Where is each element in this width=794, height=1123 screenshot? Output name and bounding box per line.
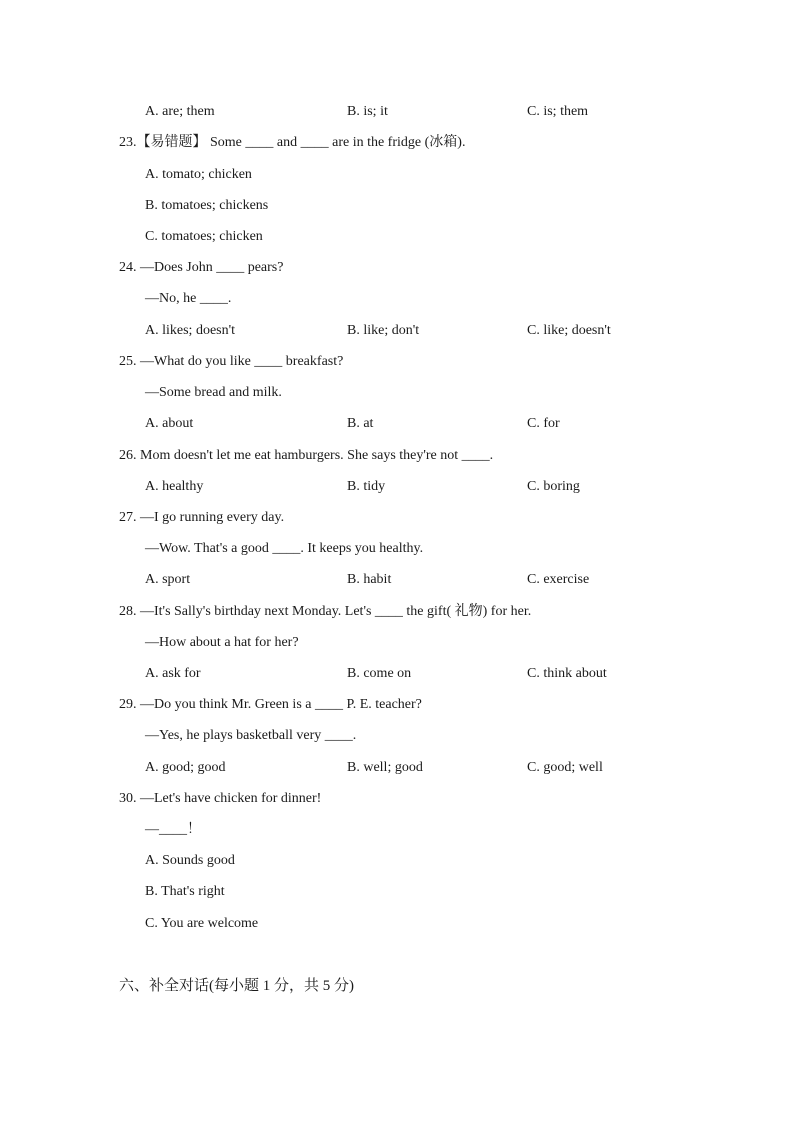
q26-option-b: B. tidy — [347, 479, 386, 494]
q26-option-c: C. boring — [527, 479, 580, 494]
q25-option-a: A. about — [145, 416, 194, 431]
q27-reply: —Wow. That's a good ____. It keeps you healthy. — [145, 541, 424, 556]
q26-option-a: A. healthy — [145, 479, 204, 494]
q22-option-b: B. is; it — [347, 104, 388, 119]
q30-reply: —____！ — [145, 822, 201, 837]
q25-stem: 25. —What do you like ____ breakfast? — [119, 354, 344, 369]
q22-option-c: C. is; them — [527, 104, 589, 119]
q23-option-c: C. tomatoes; chicken — [145, 229, 263, 244]
q22-option-a: A. are; them — [145, 104, 215, 119]
q23-option-b: B. tomatoes; chickens — [145, 198, 269, 213]
section-title: 六、补全对话(每小题 1 分，共 5 分) — [119, 978, 354, 994]
q25-reply: —Some bread and milk. — [145, 385, 282, 400]
q24-option-b: B. like; don't — [347, 323, 420, 338]
q27-option-b: B. habit — [347, 572, 392, 587]
q29-option-b: B. well; good — [347, 760, 423, 775]
q24-reply: —No, he ____. — [145, 291, 232, 306]
q30-stem: 30. —Let's have chicken for dinner! — [119, 791, 322, 806]
q27-option-a: A. sport — [145, 572, 191, 587]
q25-option-c: C. for — [527, 416, 560, 431]
q23-stem: 23.【易错题】 Some ____ and ____ are in the fridge (冰箱). — [119, 135, 466, 150]
q23-option-a: A. tomato; chicken — [145, 167, 252, 182]
q28-stem: 28. —It's Sally's birthday next Monday. Let's ____ the gift( 礼物) for her. — [119, 604, 532, 619]
q30-option-c: C. You are welcome — [145, 916, 259, 931]
q24-option-c: C. like; doesn't — [527, 323, 611, 338]
q29-stem: 29. —Do you think Mr. Green is a ____ P. E. teacher? — [119, 697, 422, 712]
q28-reply: —How about a hat for her? — [145, 635, 299, 650]
q28-option-c: C. think about — [527, 666, 607, 681]
q27-stem: 27. —I go running every day. — [119, 510, 285, 525]
q29-option-c: C. good; well — [527, 760, 603, 775]
q26-stem: 26. Mom doesn't let me eat hamburgers. She says they're not ____. — [119, 448, 494, 463]
q28-option-b: B. come on — [347, 666, 412, 681]
q24-option-a: A. likes; doesn't — [145, 323, 236, 338]
q24-stem: 24. —Does John ____ pears? — [119, 260, 284, 275]
q29-reply: —Yes, he plays basketball very ____. — [145, 728, 357, 743]
q25-option-b: B. at — [347, 416, 374, 431]
q30-option-b: B. That's right — [145, 884, 225, 899]
q28-option-a: A. ask for — [145, 666, 201, 681]
q30-option-a: A. Sounds good — [145, 853, 235, 868]
q27-option-c: C. exercise — [527, 572, 590, 587]
q29-option-a: A. good; good — [145, 760, 226, 775]
